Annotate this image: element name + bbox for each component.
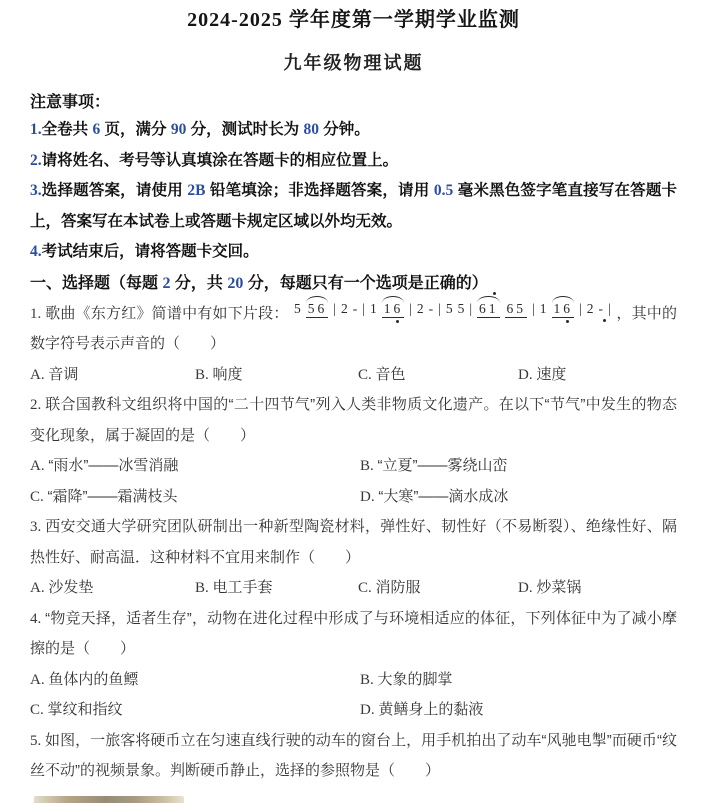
question-stem-text: “物竞天择，适者生存”，动物在进化过程中形成了与环境相适应的体征，下列体征中为了减小摩擦的是（ ）	[30, 609, 678, 657]
option-text: 消防服	[375, 579, 421, 596]
notice-text-segment: 0.5	[433, 182, 454, 199]
option-d	[360, 695, 677, 726]
notice-number: 2.	[30, 151, 42, 169]
question-block	[30, 512, 677, 604]
notation-token: |	[607, 300, 611, 316]
question-figure-photo-top-edge	[34, 796, 184, 803]
notation-token: |	[438, 300, 441, 316]
option-c	[358, 573, 518, 604]
option-d	[518, 360, 677, 391]
option-b	[360, 451, 677, 482]
question-stem	[30, 726, 677, 787]
option-b	[195, 573, 358, 604]
option-a	[30, 451, 360, 482]
option-label: A.	[30, 366, 49, 383]
option-a	[30, 573, 195, 604]
option-a	[30, 665, 360, 696]
notation-token: 2	[340, 300, 348, 316]
option-text: 大象的脚掌	[377, 670, 453, 688]
question-stem-text: 如图，一旅客将硬币立在匀速直线行驶的动车的窗台上，用手机拍出了动车“风驰电掣”而硬币“纹丝不动”的视频景象。判断硬币静止，选择的参照物是（ ）	[30, 731, 677, 779]
notice-text-segment: 铅笔填涂；非选择题答案，请用	[205, 182, 434, 199]
page-subtitle: 九年级物理试题	[283, 53, 424, 73]
notice-text-segment: 请将姓名、考号等认真填涂在答题卡的相应位置上。	[41, 151, 399, 169]
notice-text-segment: 90	[170, 121, 187, 138]
notice-text-segment: 6	[92, 121, 101, 138]
notice-number: 4.	[30, 243, 42, 260]
notice-item	[30, 237, 677, 268]
option-text: “大寒”——滴水成冰	[378, 487, 509, 505]
section-heading-segment: 2	[162, 274, 171, 292]
option-text: 鱼体内的鱼鳔	[48, 670, 139, 688]
notice-heading: 注意事项：	[30, 94, 111, 111]
notice-item	[30, 176, 677, 237]
question-stem	[30, 512, 677, 573]
question-stem-text: 联合国教科文组织将中国的“二十四节气”列入人类非物质文化遗产。在以下“节气”中发生的物态变化现象，属于凝固的是（ ）	[30, 396, 677, 444]
notation-token: -	[598, 300, 603, 316]
notation-token: 56	[307, 300, 328, 316]
notation-token: |	[579, 300, 582, 316]
option-text: 黄鳝身上的黏液	[378, 701, 484, 718]
notation-token: -	[352, 300, 358, 316]
notice-number: 3.	[30, 182, 42, 199]
notation-token: 16	[553, 300, 573, 316]
option-d	[360, 482, 677, 513]
question-number: 4.	[30, 610, 46, 627]
notation-token: 65	[506, 300, 527, 316]
option-label: B.	[360, 458, 378, 474]
option-a	[30, 360, 195, 391]
question-stem	[30, 299, 677, 360]
option-label: B.	[195, 366, 213, 383]
section-heading-segment: 分，每题只有一个选项是正确的）	[243, 274, 488, 292]
question-list	[30, 299, 677, 803]
option-b	[195, 360, 358, 391]
notation-token: 61	[479, 300, 499, 316]
notice-text-segment: 分，测试时长为	[186, 121, 304, 138]
notice-text-segment: 全卷共	[41, 121, 93, 138]
option-text: 炒菜锅	[536, 579, 582, 596]
options-row	[30, 451, 677, 512]
music-notation	[292, 302, 614, 318]
option-label: D.	[518, 580, 537, 596]
notice-list	[30, 115, 677, 268]
option-label: C.	[30, 488, 48, 505]
notice-item	[30, 146, 677, 177]
question-block	[30, 299, 677, 391]
question-block	[30, 726, 677, 803]
option-text: 电工手套	[212, 579, 273, 596]
notice-text-segment: 2B	[187, 182, 206, 199]
notation-token: |	[362, 300, 365, 316]
options-row	[30, 665, 677, 726]
section-heading	[30, 268, 677, 299]
question-number: 5.	[30, 732, 46, 749]
question-number: 1.	[30, 305, 46, 322]
option-text: “立夏”——雾绕山峦	[377, 457, 508, 474]
option-d	[518, 573, 677, 604]
option-label: D.	[360, 488, 379, 505]
notation-token: 5	[294, 300, 301, 316]
option-text: 掌纹和指纹	[47, 701, 123, 718]
option-c	[358, 360, 518, 391]
option-text: 沙发垫	[48, 579, 94, 596]
question-stem	[30, 604, 677, 665]
notice-text-segment: 选择题答案，请使用	[41, 182, 188, 199]
question-stem-text: 歌曲《东方红》简谱中有如下片段：	[45, 304, 289, 322]
options-row	[30, 573, 677, 604]
options-row	[30, 360, 677, 391]
option-text: 音调	[48, 365, 79, 383]
page-title: 2024-2025 学年度第一学期学业监测	[187, 9, 520, 31]
option-label: C.	[358, 580, 376, 596]
option-text: 响度	[212, 365, 243, 383]
question-number: 3.	[30, 519, 46, 535]
option-text: “霜降”——霜满枝头	[47, 487, 178, 505]
notation-token: 2	[586, 300, 594, 316]
notation-token: 5	[445, 300, 453, 316]
notation-token: |	[532, 300, 535, 316]
option-label: C.	[358, 366, 376, 383]
option-b	[360, 665, 677, 696]
option-label: A.	[30, 671, 49, 688]
question-number: 2.	[30, 397, 46, 413]
question-stem	[30, 390, 677, 451]
option-label: B.	[360, 671, 378, 688]
notation-token: |	[409, 300, 412, 316]
option-label: A.	[30, 458, 49, 474]
notice-number: 1.	[30, 121, 42, 138]
question-stem-text: 西安交通大学研究团队研制出一种新型陶瓷材料，弹性好、韧性好（不易断裂）、绝缘性好、隔热性好、耐高温．这种材料不宜用来制作（ ）	[30, 518, 677, 566]
option-label: A.	[30, 580, 49, 596]
notice-text-segment: 毫米黑色签字笔直接写在答题卡上，答案写在本试卷上或答题卡规定区域以外均无效。	[30, 182, 678, 230]
notice-item	[30, 115, 677, 146]
notation-token: 5	[457, 300, 465, 316]
option-label: C.	[30, 702, 48, 718]
question-stem-text: ，其中的数字符号表示声音的（ ）	[30, 304, 677, 352]
option-c	[30, 482, 360, 513]
notation-token: -	[428, 300, 434, 316]
option-text: 音色	[375, 365, 406, 383]
option-c	[30, 695, 360, 726]
option-label: D.	[518, 366, 537, 383]
notice-text-segment: 80	[303, 121, 319, 138]
notice-text-segment: 页，满分	[100, 121, 171, 138]
notation-token: 2	[416, 300, 424, 316]
question-block	[30, 604, 677, 726]
option-label: D.	[360, 702, 379, 718]
notation-token: 1	[539, 300, 547, 316]
notation-token: |	[469, 300, 473, 316]
section-heading-segment: 20	[227, 274, 244, 292]
option-text: 速度	[536, 365, 567, 383]
notation-token: |	[333, 300, 336, 316]
notation-token: 16	[383, 300, 404, 316]
option-label: B.	[195, 580, 213, 596]
section-heading-segment: 一、选择题（每题	[30, 274, 163, 292]
question-block	[30, 390, 677, 512]
notice-text-segment: 分钟。	[318, 121, 370, 138]
section-heading-segment: 分，共	[170, 274, 228, 292]
notice-text-segment: 考试结束后，请将答题卡交回。	[41, 243, 259, 260]
option-text: “雨水”——冰雪消融	[48, 457, 179, 474]
notation-token: 1	[369, 300, 377, 316]
